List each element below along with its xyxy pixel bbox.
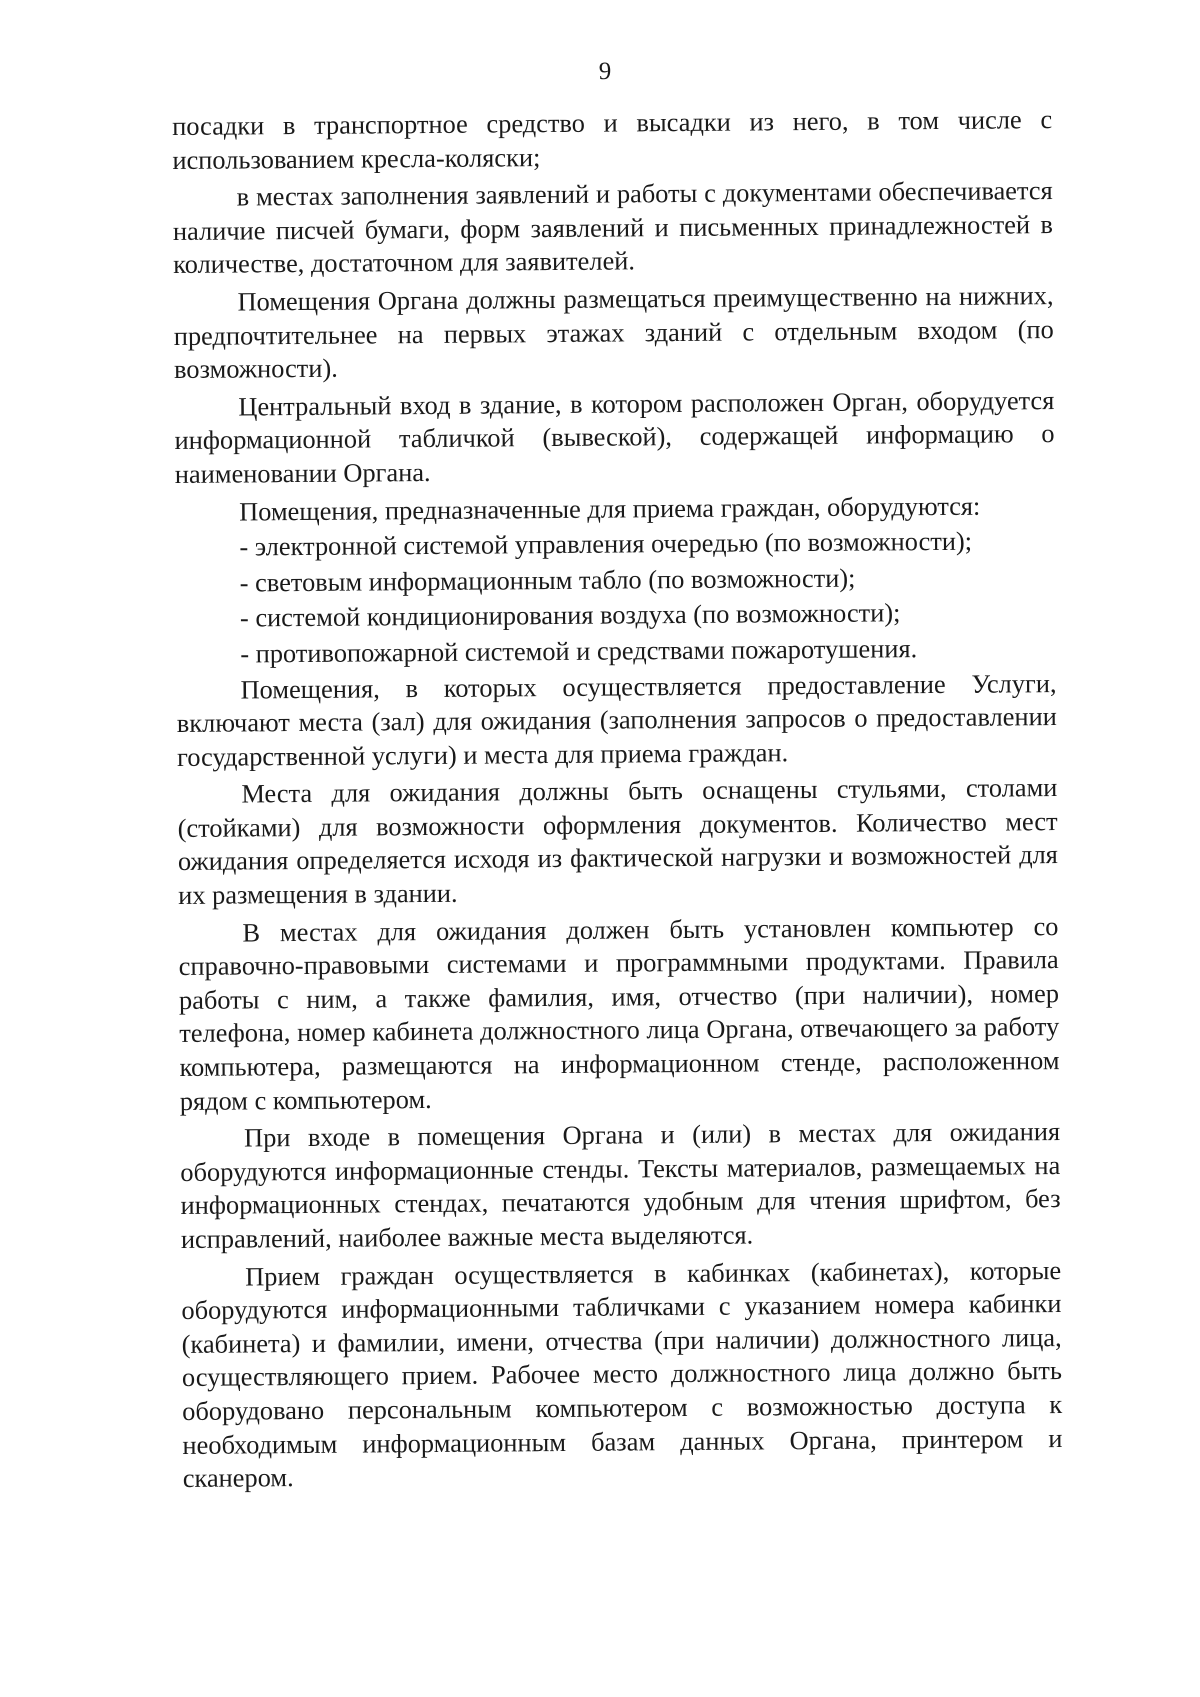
document-body (172, 103, 1063, 1500)
list-intro: Помещения, предназначенные для приема граждан, оборудуются: (239, 490, 981, 527)
paragraph: Центральный вход в здание, в котором расположен Орган, оборудуется информационной табличкой (вывеской), содержащей информацию о наименовании Органа. (174, 384, 1055, 489)
paragraph: в местах заполнения заявлений и работы с документами обеспечивается наличие писчей бумаги, форм заявлений и письменных принадлежностей в количестве, достаточном для заявителей. (172, 175, 1054, 280)
list-item: - световым информационным табло (по возможности); (239, 562, 856, 598)
list-item: - электронной системой управления очередью (по возможности); (239, 525, 973, 562)
paragraph: Места для ожидания должны быть оснащены стульями, столами (стойками) для возможности оформления документов. Количество мест ожидания определяется исходя из фактической нагрузки и возможностей для их размещения в здании. (177, 772, 1058, 911)
page-number: 9 (598, 58, 612, 85)
paragraph: Прием граждан осуществляется в кабинках (кабинетах), которые оборудуются информационными табличками с указанием номера кабинки (кабинета) и фамилии, имени, отчества (при наличии) должностного лица, осуществляющего прием. Рабочее место должностного лица должно быть оборудовано персональным компьютером с возможностью доступа к необходимым информационным базам данных Органа, принтером и сканером. (181, 1254, 1063, 1494)
paragraph: Помещения, в которых осуществляется предоставление Услуги, включают места (зал) для ожидания (заполнения запросов о предоставлении государственной услуги) и места для приема граждан. (176, 667, 1057, 772)
list-item: - противопожарной системой и средствами пожаротушения. (240, 633, 918, 669)
list-item: - системой кондиционирования воздуха (по возможности); (239, 597, 901, 633)
paragraph: посадки в транспортное средство и высадки из него, в том числе с использованием кресла-коляски; (172, 104, 1053, 175)
paragraph: Помещения Органа должны размещаться преимущественно на нижних, предпочтительнее на первых этажах зданий с отдельным входом (по возможности). (173, 280, 1054, 385)
paragraph: В местах для ожидания должен быть установлен компьютер со справочно-правовыми системами и программными продуктами. Правила работы с ним, а также фамилия, имя, отчество (при наличии), номер телефона, номер кабинета должностного лица Органа, отвечающего за работу компьютера, размещаются на информационном стенде, расположенном рядом с компьютером. (178, 910, 1060, 1116)
paragraph: При входе в помещения Органа и (или) в местах для ожидания оборудуются информационные стенды. Тексты материалов, размещаемых на информационных стендах, печатаются удобным для чтения шрифтом, без исправлений, наиболее важные места выделяются. (180, 1116, 1061, 1254)
